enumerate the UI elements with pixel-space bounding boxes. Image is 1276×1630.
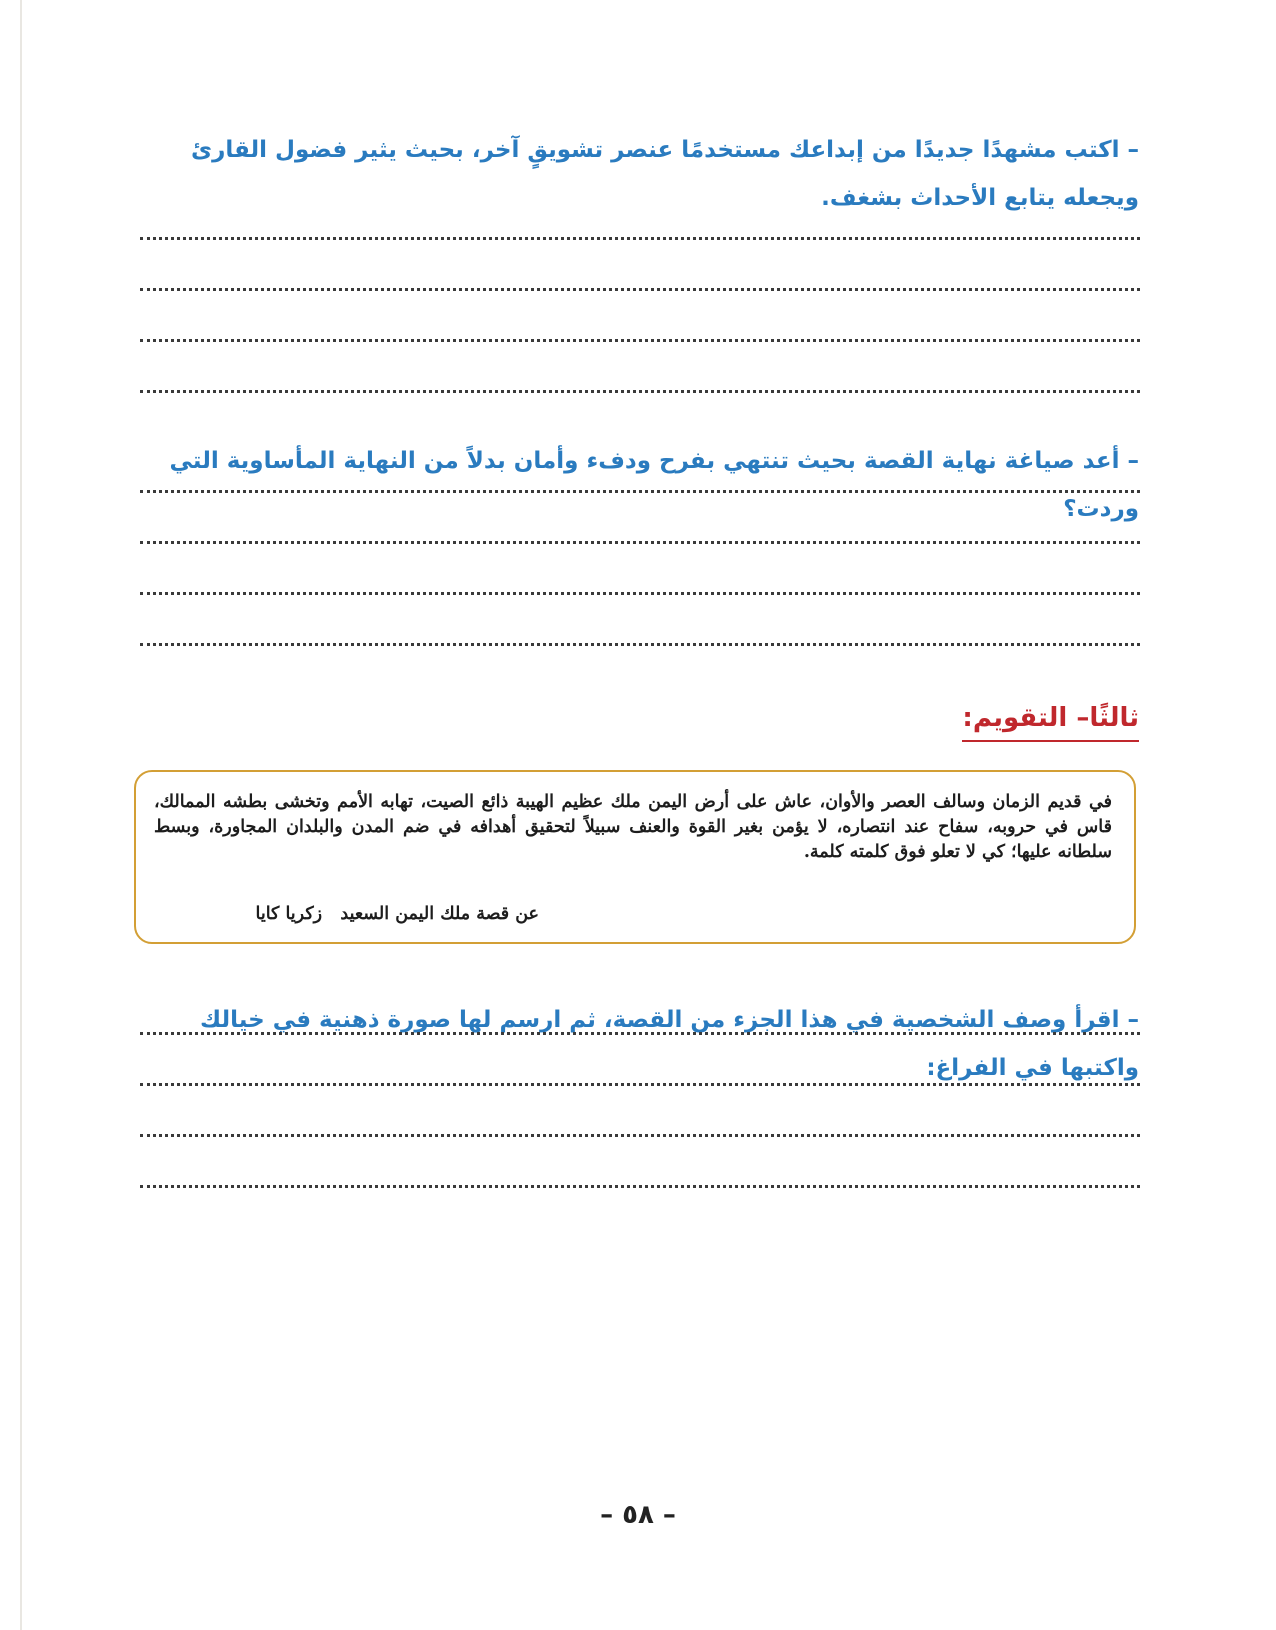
answer-line[interactable]	[140, 1083, 1140, 1086]
page-number: – ٥٨ –	[600, 1500, 676, 1530]
answer-line[interactable]	[140, 592, 1140, 595]
answer-line[interactable]	[140, 1134, 1140, 1137]
answer-line[interactable]	[140, 390, 1140, 393]
quote-source: عن قصة ملك اليمن السعيد زكريا كايا	[255, 904, 539, 924]
answer-line[interactable]	[140, 339, 1140, 342]
page-edge	[20, 0, 22, 1630]
quote-text: في قديم الزمان وسالف العصر والأوان، عاش على أرض اليمن ملك عظيم الهيبة ذائع الصيت، تهابه الأمم وتخشى بطشه الممالك، قاس في حروبه، سفاح عند انتصاره، لا يؤمن بغير القوة والعنف سبيلاً لتحقيق أهدافه في ضم المدن والبلدان المجاورة، وبسط سلطانه عليها؛ كي لا تعلو فوق كلمته كلمة.	[154, 792, 1112, 862]
question-describe-character: – اقرأ وصف الشخصية في هذا الجزء من القصة، ثم ارسم لها صورة ذهنية في خيالك واكتبها في الفراغ:	[200, 1007, 1139, 1081]
question-write-new-scene: – اكتب مشهدًا جديدًا من إبداعك مستخدمًا عنصر تشويقٍ آخر، بحيث يثير فضول القارئ ويجعله يتابع الأحداث بشغف.	[191, 137, 1139, 211]
answer-line[interactable]	[140, 1185, 1140, 1188]
quote-box	[134, 770, 1136, 944]
answer-line[interactable]	[140, 541, 1140, 544]
answer-line[interactable]	[140, 490, 1140, 493]
answer-line[interactable]	[140, 237, 1140, 240]
answer-line[interactable]	[140, 288, 1140, 291]
answer-line[interactable]	[140, 643, 1140, 646]
question-rewrite-ending: – أعد صياغة نهاية القصة بحيث تنتهي بفرح ودفء وأمان بدلاً من النهاية المأساوية التي وردت؟	[169, 448, 1139, 522]
answer-line[interactable]	[140, 1032, 1140, 1035]
section-heading-evaluation: ثالثًا– التقويم:	[962, 698, 1139, 742]
